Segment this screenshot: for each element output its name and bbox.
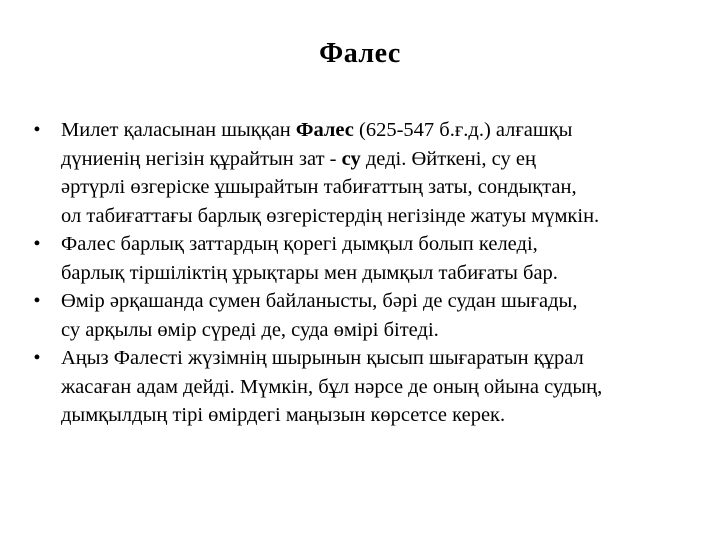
bold-text-run: Фалес [295,119,354,141]
text-run: жасаған адам дейді. Мүмкін, бұл нәрсе де оның ойына судың, [61,375,603,398]
bullet-item [30,116,720,230]
text-line [61,116,720,145]
bullet-dot-icon: • [33,233,41,255]
text-line [61,230,720,259]
text-line [61,259,720,288]
slide-title-text: Фалес [319,38,401,69]
text-line [61,145,720,174]
text-run: су арқылы өмір сүреді де, суда өмірі бітеді. [61,318,439,341]
text-run: дымқылдың тірі өмірдегі маңызын көрсетсе керек. [61,404,506,426]
text-run: барлық тіршіліктің ұрықтары мен дымқыл табиғаты бар. [61,261,558,284]
bullet-item [30,287,720,344]
text-line [61,316,720,345]
bullet-dot-icon: • [33,119,41,141]
text-line [61,344,720,373]
text-run: ол табиғаттағы барлық өзгерістердің негізінде жатуы мүмкін. [61,204,600,227]
text-line [61,373,720,402]
bullet-item [30,230,720,287]
bullet-dot-icon: • [33,290,41,312]
text-line [61,202,720,231]
text-run: Фалес барлық заттардың қорегі дымқыл болып келеді, [61,233,538,255]
text-line [61,287,720,316]
slide-title [0,38,720,70]
text-run: Аңыз Фалесті жүзімнің шырынын қысып шығаратын құрал [61,347,584,369]
text-line [61,173,720,202]
bold-text-run: су [341,147,361,170]
bullet-item [30,344,720,430]
text-line [61,401,720,430]
text-run: деді. Өйткені, су ең [360,147,536,170]
text-run: Милет қаласынан шыққан [61,119,296,141]
text-run: әртүрлі өзгеріске ұшырайтын табиғаттың заты, сондықтан, [61,176,577,198]
text-run: Өмір әрқашанда сумен байланысты, бәрі де судан шығады, [61,290,578,312]
bullet-dot-icon: • [33,347,41,369]
bullet-list [30,116,720,430]
text-run: (625-547 б.ғ.д.) алғашқы [353,119,573,141]
text-run: дүниенің негізін құрайтын зат - [61,147,342,170]
